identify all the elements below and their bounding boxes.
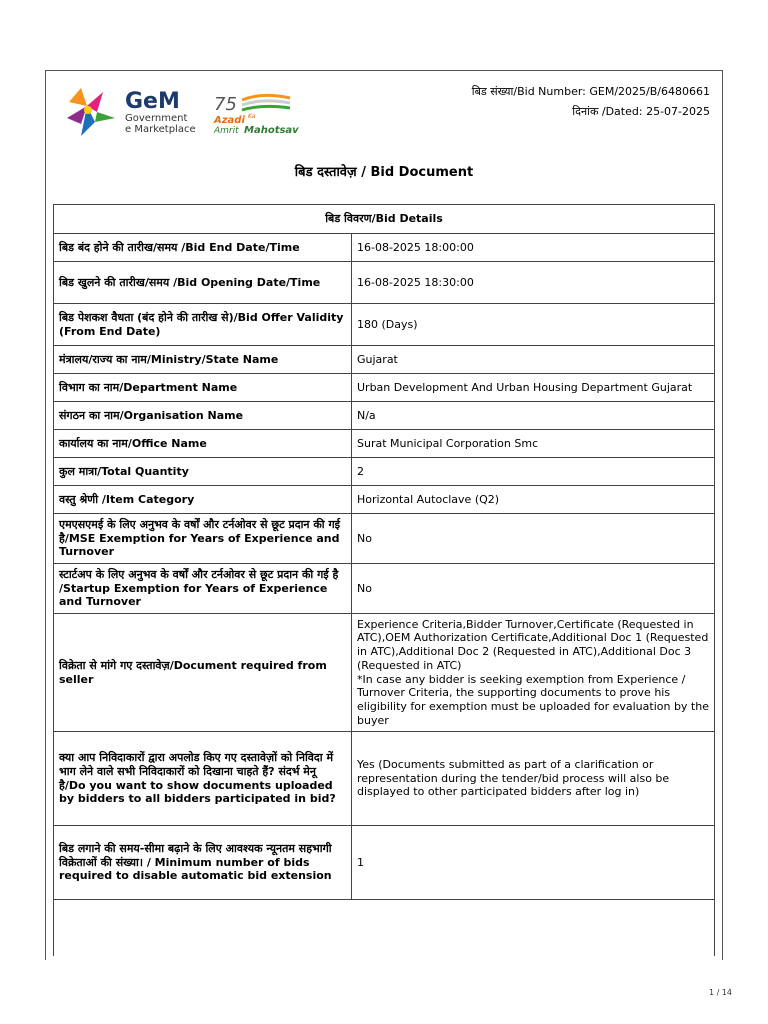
table-row [54,234,715,262]
row-value: Gujarat [352,346,715,374]
table-row [54,564,715,614]
mahotsav-text: Mahotsav [244,125,299,135]
table-row [54,826,715,900]
ka-text: Ka [248,113,256,120]
row-label: स्टार्टअप के लिए अनुभव के वर्षों और टर्नओवर से छूट प्रदान की गई है /Startup Exemption for Years of Experience and Turnover [54,564,352,614]
table-row [54,614,715,732]
bid-details-heading: बिड विवरण/Bid Details [54,205,715,234]
table-row [54,374,715,402]
row-label: कुल मात्रा/Total Quantity [54,458,352,486]
table-row [54,430,715,458]
azadi-text: Azadi [214,115,245,126]
bid-date: दिनांक /Dated: 25-07-2025 [572,105,710,118]
table-row [54,732,715,826]
row-value: Yes (Documents submitted as part of a clarification or representation during the tender/bid process will also be displayed to other participated bidders after log in) [352,732,715,826]
row-label: बिड पेशकश वैधता (बंद होने की तारीख से)/Bid Offer Validity (From End Date) [54,304,352,346]
row-value: 16-08-2025 18:00:00 [352,234,715,262]
row-label: बिड खुलने की तारीख/समय /Bid Opening Date/Time [54,262,352,304]
row-value: 2 [352,458,715,486]
table-row [54,402,715,430]
row-label: विक्रेता से मांगे गए दस्तावेज़/Document required from seller [54,614,352,732]
row-label: वस्तु श्रेणी /Item Category [54,486,352,514]
empty-cell [54,900,715,956]
table-row-empty [54,900,715,956]
bid-details-table [53,204,715,956]
row-label: बिड बंद होने की तारीख/समय /Bid End Date/Time [54,234,352,262]
gem-logo [63,82,203,142]
row-label: मंत्रालय/राज्य का नाम/Ministry/State Name [54,346,352,374]
row-value: No [352,564,715,614]
azadi-ka-amrit-mahotsav-logo [212,90,302,135]
row-value: Experience Criteria,Bidder Turnover,Certificate (Requested in ATC),OEM Authorization Certificate,Additional Doc 1 (Requested in ATC),Additional Doc 2 (Requested in ATC),Additional Doc 3 (Requested in ATC) *In case any bidder is seeking exemption from Experience / Turnover Criteria, the supporting documents to prove his eligibility for exemption must be uploaded for evaluation by the buyer [352,614,715,732]
table-row [54,514,715,564]
row-label: संगठन का नाम/Organisation Name [54,402,352,430]
row-value: 16-08-2025 18:30:00 [352,262,715,304]
row-value: N/a [352,402,715,430]
row-label: बिड लगाने की समय-सीमा बढ़ाने के लिए आवश्यक न्यूनतम सहभागी विक्रेताओं की संख्या। / Minimum number of bids required to disable automatic bid extension [54,826,352,900]
table-row [54,458,715,486]
gem-logo-line1: Government [125,113,188,124]
gem-logo-name: GeM [125,89,180,114]
seventy-five-icon: 75 [214,94,237,115]
row-value: 1 [352,826,715,900]
row-value: Surat Municipal Corporation Smc [352,430,715,458]
amrit-text: Amrit [214,126,239,135]
row-value: 180 (Days) [352,304,715,346]
row-label: विभाग का नाम/Department Name [54,374,352,402]
gem-logo-line2: e Marketplace [125,124,196,135]
table-row [54,262,715,304]
row-value: No [352,514,715,564]
row-label: एमएसएमई के लिए अनुभव के वर्षों और टर्नओवर से छूट प्रदान की गई है/MSE Exemption for Years of Experience and Turnover [54,514,352,564]
row-value: Horizontal Autoclave (Q2) [352,486,715,514]
table-row [54,346,715,374]
document-title: बिड दस्तावेज़ / Bid Document [294,165,474,180]
row-label: कार्यालय का नाम/Office Name [54,430,352,458]
row-label: क्या आप निविदाकारों द्वारा अपलोड किए गए दस्तावेज़ों को निविदा में भाग लेने वाले सभी निविदाकारों को दिखाना चाहते हैं? संदर्भ मेनू है/Do you want to show documents uploaded by bidders to all bidders participated in bid? [54,732,352,826]
page-number: 1 / 14 [708,988,732,997]
gem-star-icon [67,88,115,136]
table-row [54,304,715,346]
table-row [54,486,715,514]
bid-number: बिड संख्या/Bid Number: GEM/2025/B/6480661 [471,85,710,98]
row-value: Urban Development And Urban Housing Department Gujarat [352,374,715,402]
